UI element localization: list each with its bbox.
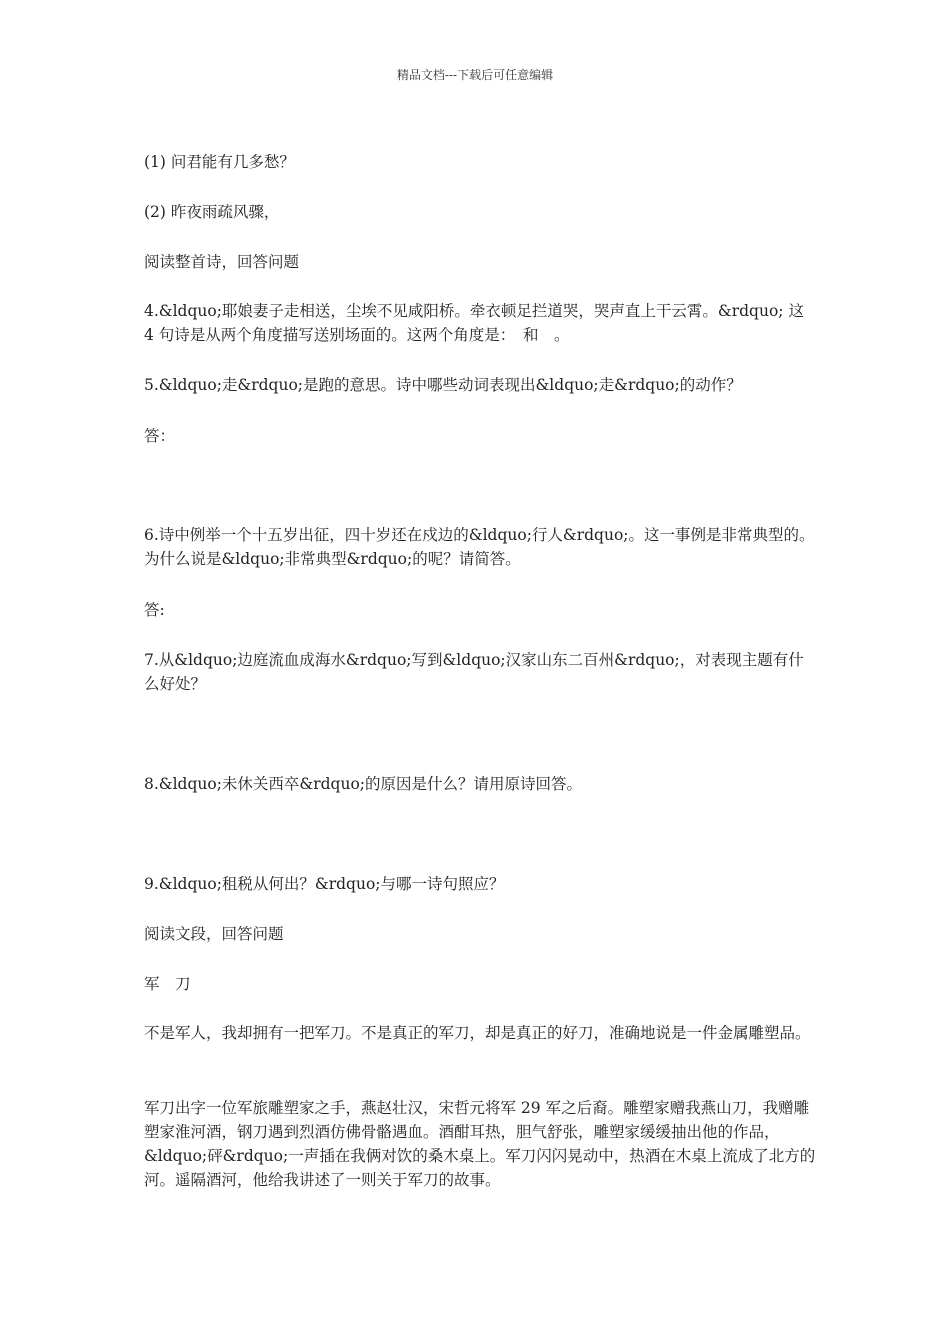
paragraph-essay-2: 军刀出字一位军旅雕塑家之手，燕赵壮汉，宋哲元将军 29 军之后裔。雕塑家赠我燕山刀，我赠雕塑家淮河酒，钢刀遇到烈酒仿佛骨骼遇血。酒酣耳热，胆气舒张，雕塑家缓缓抽出他的作品，&ldquo;砰&rdquo;一声插在我俩对饮的桑木桌上。军刀闪闪晃动中，热酒在木桌上流成了北方的河。遥隔酒河，他给我讲述了一则关于军刀的故事。 [144, 1099, 816, 1189]
paragraph-question-4: 4.&ldquo;耶娘妻子走相送，尘埃不见咸阳桥。牵衣顿足拦道哭，哭声直上干云霄。&rdquo; 这 4 句诗是从两个角度描写送别场面的。这两个角度是： 和 。 [144, 302, 804, 344]
paragraph-1: (1) 问君能有几多愁？ [144, 153, 295, 171]
paragraph-3: 阅读整首诗，回答问题 [144, 253, 300, 271]
paragraph-2: (2) 昨夜雨疏风骤， [144, 203, 280, 221]
paragraph-question-8: 8.&ldquo;未休关西卒&rdquo;的原因是什么？请用原诗回答。 [144, 775, 583, 793]
paragraph-section-title: 阅读文段，回答问题 [144, 925, 284, 943]
page-header: 精品文档---下载后可任意编辑 [396, 68, 554, 82]
paragraph-answer-5: 答： [144, 427, 176, 445]
paragraph-question-7: 7.从&ldquo;边庭流血成海水&rdquo;写到&ldquo;汉家山东二百州&rdquo;，对表现主题有什么好处？ [144, 651, 804, 693]
paragraph-question-9: 9.&ldquo;租税从何出？&rdquo;与哪一诗句照应？ [144, 875, 505, 893]
paragraph-question-5: 5.&ldquo;走&rdquo;是跑的意思。诗中哪些动词表现出&ldquo;走&rdquo;的动作？ [144, 376, 742, 394]
paragraph-answer-6: 答: [144, 601, 165, 619]
paragraph-essay-1: 不是军人，我却拥有一把军刀。不是真正的军刀，却是真正的好刀，准确地说是一件金属雕塑品。 [144, 1024, 811, 1042]
paragraph-question-6: 6.诗中例举一个十五岁出征，四十岁还在戍边的&ldquo;行人&rdquo;。这一事例是非常典型的。为什么说是&ldquo;非常典型&rdquo;的呢？请简答。 [144, 526, 815, 568]
paragraph-essay-title: 军 刀 [144, 975, 191, 993]
